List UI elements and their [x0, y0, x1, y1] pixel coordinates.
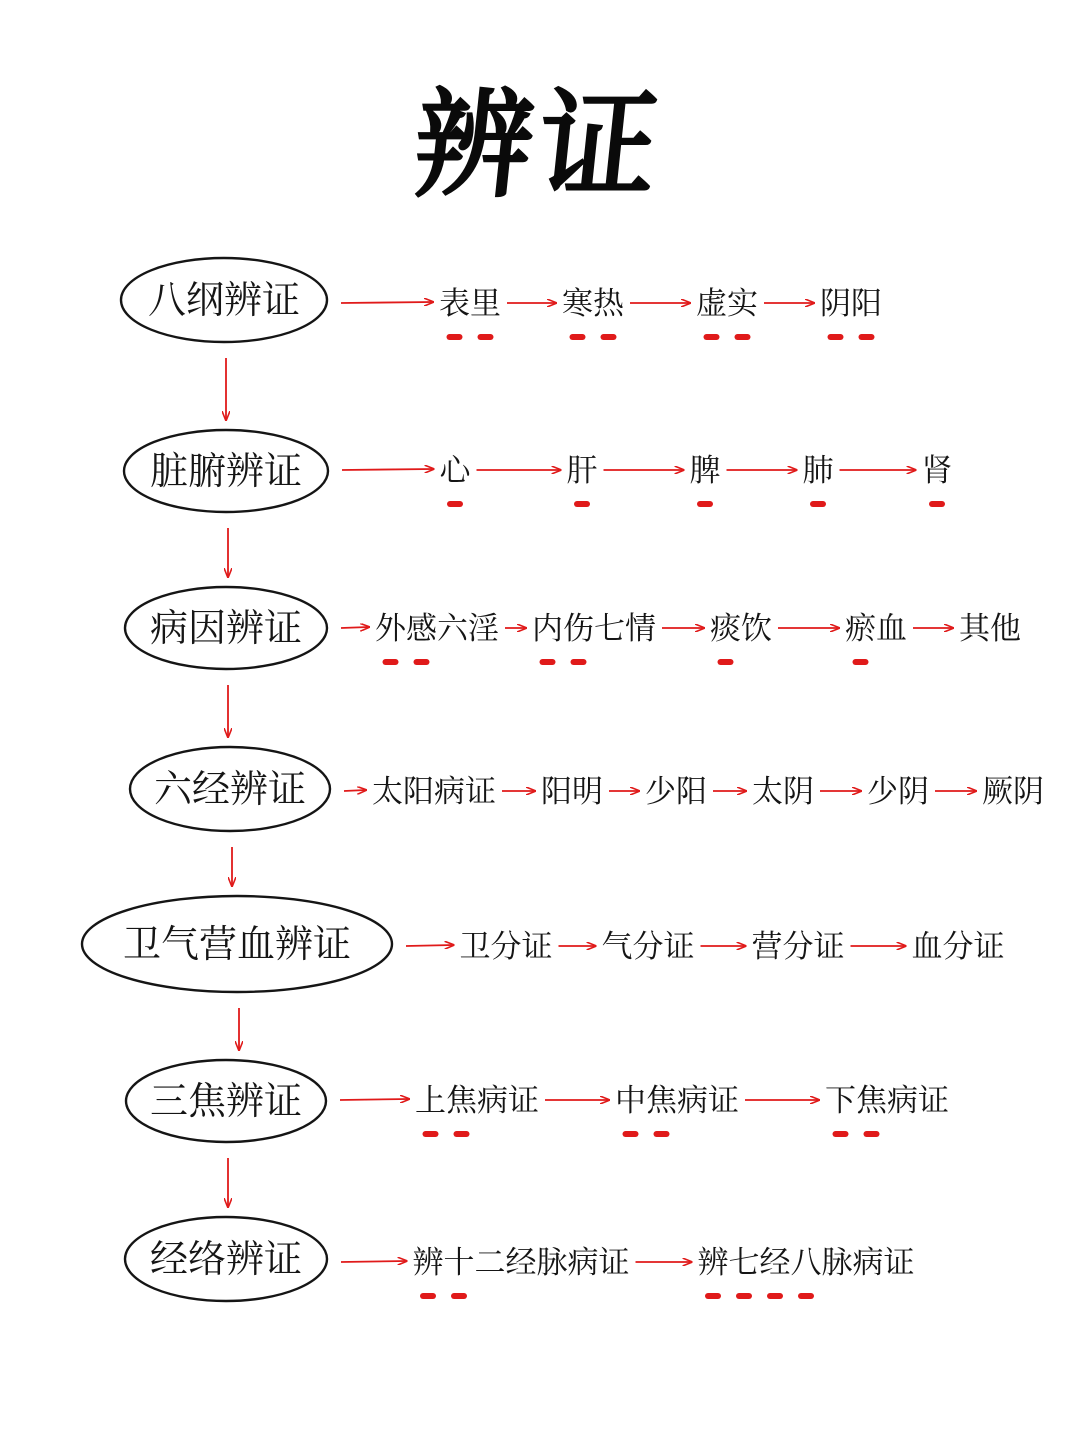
emphasis-mark — [447, 501, 463, 507]
emphasis-mark — [798, 1293, 814, 1299]
emphasis-mark — [828, 334, 844, 340]
item-label: 卫分证 — [459, 929, 553, 965]
emphasis-mark — [833, 1131, 849, 1137]
emphasis-mark — [705, 1293, 721, 1299]
emphasis-mark — [697, 501, 713, 507]
emphasis-mark — [540, 659, 556, 665]
emphasis-mark — [451, 1293, 467, 1299]
item-label: 上焦病证 — [415, 1083, 539, 1119]
emphasis-mark — [735, 334, 751, 340]
emphasis-mark — [853, 659, 869, 665]
method-label: 病因辨证 — [149, 606, 303, 650]
item-label: 厥阴 — [982, 774, 1044, 810]
emphasis-mark — [383, 659, 399, 665]
item-label: 其他 — [959, 611, 1021, 647]
item-label: 营分证 — [751, 929, 845, 965]
emphasis-mark — [810, 501, 826, 507]
emphasis-mark — [704, 334, 720, 340]
emphasis-mark — [574, 501, 590, 507]
item-label: 瘀血 — [845, 611, 907, 647]
emphasis-mark — [601, 334, 617, 340]
emphasis-mark — [929, 501, 945, 507]
emphasis-mark — [447, 334, 463, 340]
item-label: 阴阳 — [820, 286, 882, 322]
flow-arrow — [341, 302, 433, 303]
method-label: 脏腑辨证 — [149, 449, 303, 493]
item-label: 外感六淫 — [375, 611, 499, 647]
item-label: 寒热 — [562, 286, 624, 322]
emphasis-mark — [423, 1131, 439, 1137]
method-label: 三焦辨证 — [149, 1079, 303, 1123]
method-label: 经络辨证 — [149, 1237, 303, 1281]
item-label: 下焦病证 — [825, 1083, 949, 1119]
item-label: 少阳 — [645, 774, 707, 810]
method-label: 六经辨证 — [153, 767, 307, 811]
item-label: 痰饮 — [710, 611, 772, 647]
item-label: 内伤七情 — [532, 611, 656, 647]
item-label: 虚实 — [696, 286, 758, 322]
item-label: 血分证 — [911, 929, 1005, 965]
emphasis-mark — [864, 1131, 880, 1137]
item-label: 气分证 — [601, 929, 695, 965]
item-label: 太阴 — [752, 774, 814, 810]
method-label: 八纲辨证 — [147, 278, 301, 322]
emphasis-mark — [454, 1131, 470, 1137]
flow-arrow — [342, 469, 434, 470]
emphasis-mark — [420, 1293, 436, 1299]
item-label: 辨十二经脉病证 — [412, 1245, 630, 1281]
flow-arrow — [344, 790, 366, 791]
flow-arrow — [341, 627, 369, 628]
emphasis-mark — [859, 334, 875, 340]
emphasis-mark — [414, 659, 430, 665]
flow-arrow — [341, 1261, 407, 1262]
item-label: 少阴 — [867, 774, 929, 810]
emphasis-mark — [571, 659, 587, 665]
item-label: 中焦病证 — [615, 1083, 739, 1119]
emphasis-mark — [570, 334, 586, 340]
flow-arrow — [406, 945, 454, 946]
emphasis-mark — [478, 334, 494, 340]
item-label: 肝 — [566, 453, 598, 489]
emphasis-mark — [736, 1293, 752, 1299]
item-label: 脾 — [689, 453, 721, 489]
item-label: 太阳病证 — [372, 774, 496, 810]
item-label: 表里 — [439, 286, 501, 322]
item-label: 肾 — [921, 453, 953, 489]
item-label: 肺 — [802, 453, 834, 489]
emphasis-mark — [718, 659, 734, 665]
item-label: 心 — [439, 453, 471, 489]
page-title: 辨证 — [407, 75, 671, 214]
emphasis-mark — [767, 1293, 783, 1299]
item-label: 辨七经八脉病证 — [697, 1245, 915, 1281]
emphasis-mark — [654, 1131, 670, 1137]
emphasis-mark — [623, 1131, 639, 1137]
item-label: 阳明 — [541, 774, 603, 810]
method-label: 卫气营血辨证 — [122, 922, 352, 966]
flow-arrow — [340, 1099, 409, 1100]
